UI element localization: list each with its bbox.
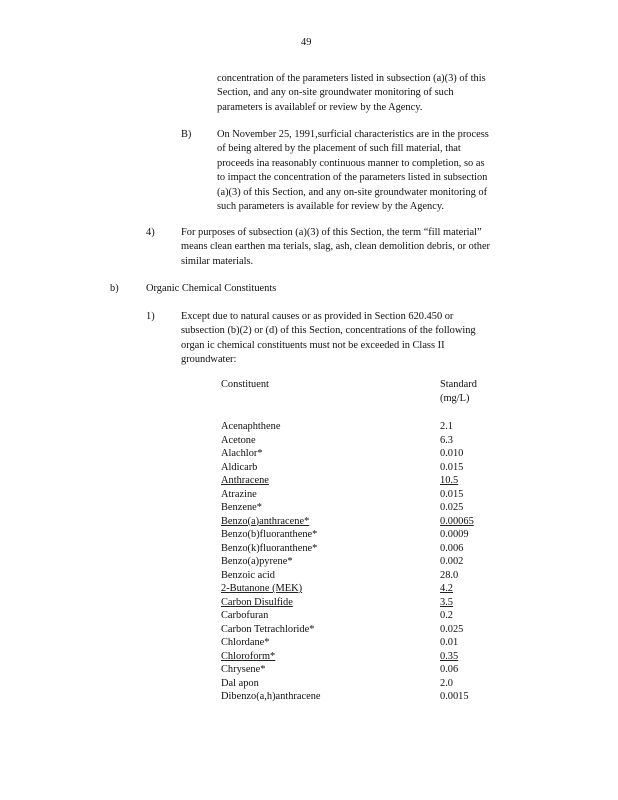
constituent-name: Alachlor*: [221, 448, 263, 459]
constituent-name: Aldicarb: [221, 461, 258, 473]
standard-value: 0.35: [440, 650, 459, 662]
standard-value: 0.2: [440, 610, 453, 621]
item-4-paragraph: [181, 226, 533, 269]
constituent-name: Benzo(a)pyrene*: [221, 556, 293, 567]
standard-value: 0.025: [440, 502, 464, 513]
paragraph-line: organ ic chemical constituents must not be exceeded in Class II: [181, 339, 445, 351]
constituent-name: Benzo(k)fluoranthene*: [221, 542, 318, 554]
standard-value: 28.0: [440, 569, 459, 581]
paragraph-line: concentration of the parameters listed in subsection (a)(3) of this: [217, 73, 486, 84]
standard-value: 0.002: [440, 556, 464, 567]
paragraph-line: such parameters is available for review by the Agency.: [217, 201, 444, 213]
paragraph-line: means clean earthen ma terials, slag, ash, clean demolition debris, or other: [181, 241, 491, 253]
standard-value: 0.00065: [440, 515, 474, 527]
header-standard-units: (mg/L): [440, 393, 470, 404]
table-row: [221, 609, 481, 623]
standard-value: 0.015: [440, 461, 464, 473]
table-row: [221, 569, 481, 583]
standard-value: 0.0009: [440, 529, 469, 540]
constituent-name: Benzene*: [221, 502, 262, 513]
constituent-name: Chrysene*: [221, 664, 266, 675]
standard-value: 0.015: [440, 488, 464, 500]
table-row: [221, 677, 481, 691]
table-row: [221, 420, 481, 434]
paragraph-line: Section, and any on-site groundwater monitoring of such: [217, 87, 454, 99]
constituent-name: Benzo(b)fluoranthene*: [221, 529, 318, 540]
standard-value: 3.5: [440, 596, 453, 608]
table-row: [221, 596, 481, 610]
constituent-name: Benzoic acid: [221, 569, 275, 581]
standard-value: 0.0015: [440, 691, 469, 702]
standard-value: 4.2: [440, 583, 453, 594]
standard-value: 0.010: [440, 448, 464, 459]
constituent-name: Anthracene: [221, 475, 269, 486]
header-constituent: Constituent: [221, 379, 269, 390]
standard-value: 0.06: [440, 664, 459, 675]
paragraph-line: On November 25, 1991,surficial characteristics are in the process: [217, 129, 489, 140]
table-row: [221, 636, 481, 650]
table-row: [221, 461, 481, 475]
item-b-paragraph: [217, 128, 531, 214]
paragraph-line: Except due to natural causes or as provided in Section 620.450 or: [181, 311, 454, 322]
constituent-name: Carbon Tetrachloride*: [221, 623, 315, 635]
table-row: [221, 555, 481, 569]
constituent-name: Dibenzo(a,h)anthracene: [221, 691, 321, 702]
standard-value: 0.006: [440, 542, 464, 554]
table-row: [221, 474, 481, 488]
standard-value: 2.0: [440, 677, 453, 689]
paragraph-line: of being altered by the placement of such fill material, that: [217, 143, 461, 155]
constituent-name: Chlordane*: [221, 637, 270, 648]
paragraph-line: similar materials.: [181, 255, 254, 267]
table-row: [221, 528, 481, 542]
table-row: [221, 434, 481, 448]
constituent-name: Chloroform*: [221, 650, 276, 662]
constituent-name: Carbon Disulfide: [221, 596, 293, 608]
table-row: [221, 501, 481, 515]
paragraph-line: groundwater:: [181, 354, 237, 366]
table-row: [221, 690, 481, 704]
constituent-name: Dal apon: [221, 677, 259, 689]
constituent-name: Acetone: [221, 434, 256, 446]
paragraph-line: (a)(3) of this Section, and any on-site groundwater monitoring of: [217, 186, 488, 198]
constituent-name: Atrazine: [221, 488, 257, 500]
item-1-paragraph: [181, 310, 517, 368]
standard-value: 10.5: [440, 475, 459, 486]
paragraph-line: subsection (b)(2) or (d) of this Section, concentrations of the following: [181, 325, 476, 337]
table-row: [221, 623, 481, 637]
standard-value: 2.1: [440, 421, 453, 432]
table-row: [221, 447, 481, 461]
table-row: [221, 663, 481, 677]
paragraph-line: parameters is availablef or review by the Agency.: [217, 101, 423, 113]
header-standard: Standard: [440, 379, 477, 390]
paragraph-line: to impact the concentration of the parameters listed in subsection: [217, 172, 488, 184]
constituent-name: Carbofuran: [221, 610, 269, 621]
item-b-label: B): [181, 129, 192, 140]
section-b-title: Organic Chemical Constituents: [146, 283, 277, 294]
table-row: [221, 542, 481, 556]
constituent-name: 2-Butanone (MEK): [221, 583, 303, 594]
continuation-paragraph: [217, 72, 529, 115]
constituent-name: Acenaphthene: [221, 421, 281, 432]
table-row: [221, 650, 481, 664]
page-number: 49: [301, 37, 312, 48]
paragraph-line: proceeds ina reasonably continuous manner to completion, so as: [217, 157, 485, 169]
table-row: [221, 582, 481, 596]
table-row: [221, 515, 481, 529]
item-4-label: 4): [146, 227, 155, 238]
table-row: [221, 488, 481, 502]
item-1-label: 1): [146, 311, 155, 322]
constituents-table: [221, 420, 481, 704]
standard-value: 6.3: [440, 434, 453, 446]
constituent-name: Benzo(a)anthracene*: [221, 515, 310, 527]
standard-value: 0.025: [440, 623, 464, 635]
section-b-label: b): [110, 283, 119, 294]
paragraph-line: For purposes of subsection (a)(3) of this Section, the term “fill material”: [181, 227, 482, 238]
standard-value: 0.01: [440, 637, 459, 648]
